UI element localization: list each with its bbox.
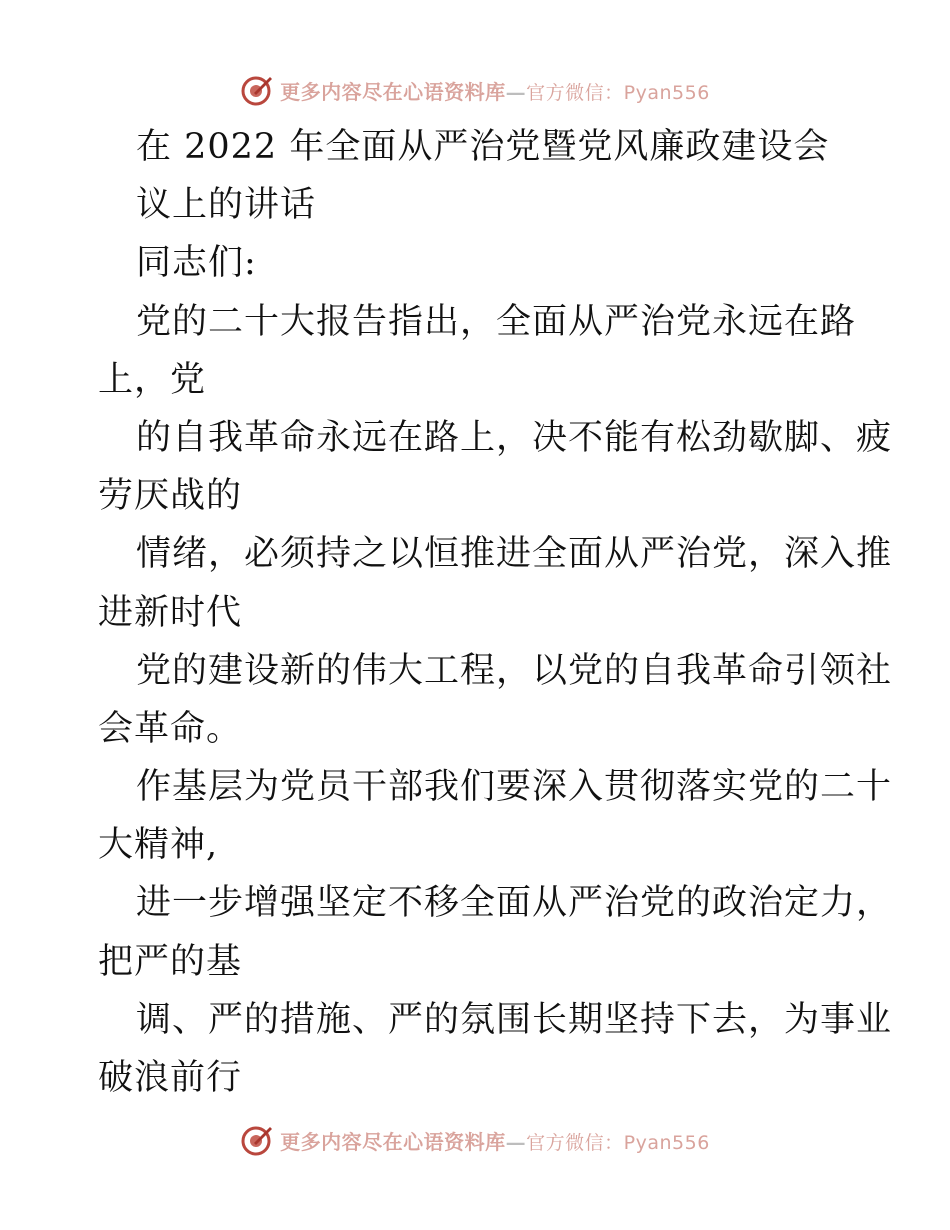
document-line: 进一步增强坚定不移全面从严治党的政治定力， — [136, 883, 893, 924]
document-line: 党的二十大报告指出，全面从严治党永远在路 — [136, 301, 857, 342]
watermark-separator: — — [505, 1129, 527, 1154]
pen-logo-icon — [240, 73, 274, 107]
watermark-brand: 更多内容尽在心语资料库 — [280, 79, 506, 104]
document-line: 调、严的措施、严的氛围长期坚持下去，为事业 — [136, 999, 893, 1040]
watermark-contact: 官方微信：Pyan556 — [526, 1131, 710, 1154]
document-line: 情绪，必须持之以恒推进全面从严治党，深入推 — [136, 534, 893, 575]
document-body — [98, 118, 893, 1107]
document-line: 党的建设新的伟大工程，以党的自我革命引领社 — [136, 650, 893, 691]
watermark-banner-top — [0, 70, 950, 110]
document-line: 大精神, — [98, 825, 219, 866]
document-line: 的自我革命永远在路上，决不能有松劲歇脚、疲 — [136, 417, 893, 458]
watermark-banner-bottom — [0, 1120, 950, 1160]
pen-logo-icon — [240, 1123, 274, 1157]
document-line: 作基层为党员干部我们要深入贯彻落实党的二十 — [136, 767, 893, 808]
document-line: 同志们: — [136, 243, 257, 284]
document-line: 劳厌战的 — [98, 476, 243, 517]
watermark-brand: 更多内容尽在心语资料库 — [280, 1129, 506, 1154]
document-line: 议上的讲话 — [136, 185, 317, 226]
document-line: 进新时代 — [98, 592, 243, 633]
document-line: 会革命。 — [98, 708, 243, 749]
document-line: 把严的基 — [98, 941, 243, 982]
document-line: 破浪前行 — [98, 1058, 243, 1098]
document-line: 在 2022 年全面从严治党暨党风廉政建设会 — [136, 127, 830, 167]
watermark-separator: — — [505, 79, 527, 104]
watermark-contact: 官方微信：Pyan556 — [526, 81, 710, 104]
document-line: 上，党 — [98, 359, 207, 400]
